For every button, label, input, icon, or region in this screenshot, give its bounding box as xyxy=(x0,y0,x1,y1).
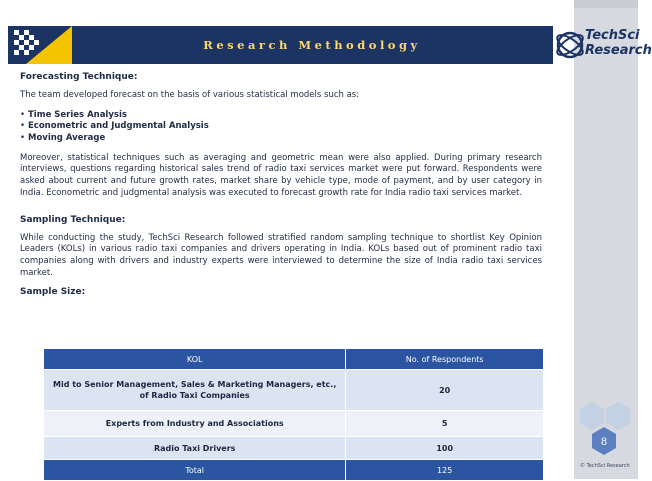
copyright-text: © TechSci Research xyxy=(580,463,630,469)
page-title: Research Methodology xyxy=(203,38,421,52)
table-header-row xyxy=(44,349,544,370)
bullet-item: • Econometric and Judgmental Analysis xyxy=(20,121,542,132)
logo-text xyxy=(585,28,652,58)
count-cell: 100 xyxy=(346,437,544,460)
total-label-cell: Total xyxy=(44,460,346,481)
sampling-heading: Sampling Technique: xyxy=(20,215,126,226)
table-row xyxy=(44,370,544,411)
sample-size-table xyxy=(43,348,544,481)
column-header-respondents: No. of Respondents xyxy=(346,349,544,370)
sample-size-heading: Sample Size: xyxy=(20,287,86,298)
globe-logo-icon xyxy=(553,28,587,62)
title-bar xyxy=(72,26,552,64)
kol-cell: Mid to Senior Management, Sales & Marketing Managers, etc., of Radio Taxi Companies xyxy=(44,370,346,411)
column-header-kol: KOL xyxy=(44,349,346,370)
table-total-row xyxy=(44,460,544,481)
total-count-cell: 125 xyxy=(346,460,544,481)
kol-cell: Radio Taxi Drivers xyxy=(44,437,346,460)
techsci-logo xyxy=(551,24,652,68)
sidebar-top-stripe xyxy=(574,0,638,8)
forecasting-paragraph: Moreover, statistical techniques such as averaging and geometric mean were also applied. During primary research interviews, questions regarding historical sales trend of radio taxi services market were put forward. Respondents were asked about current and future growth rates, market share by vehicle type, mode of payment, and by user category in India. Econometric and judgmental analysis was executed to forecast growth rate for India radio taxi services market. xyxy=(20,152,542,198)
count-cell: 5 xyxy=(346,411,544,437)
forecasting-heading: Forecasting Technique: xyxy=(20,72,138,82)
page-number: 8 xyxy=(600,437,608,448)
hexagon-decoration xyxy=(570,400,638,462)
bullet-item: • Time Series Analysis xyxy=(20,110,542,121)
logo-line-1: TechSci xyxy=(585,28,640,43)
kol-cell: Experts from Industry and Associations xyxy=(44,411,346,437)
logo-line-2: Research xyxy=(585,43,652,58)
header xyxy=(0,0,574,64)
checkered-flag-icon xyxy=(8,26,72,64)
table-row xyxy=(44,411,544,437)
bullet-item: • Moving Average xyxy=(20,133,542,144)
main-content xyxy=(20,72,542,305)
forecasting-intro: The team developed forecast on the basis of various statistical models such as: xyxy=(20,89,360,100)
count-cell: 20 xyxy=(346,370,544,411)
sampling-paragraph: While conducting the study, TechSci Research followed stratified random sampling technique to shortlist Key Opinion Leaders (KOLs) in various radio taxi companies and drivers operating in India. KOLs based out of prominent radio taxi companies along with drivers and industry experts were interviewed to determine the size of India radio taxi services market. xyxy=(20,232,542,278)
table-row xyxy=(44,437,544,460)
forecasting-bullet-list xyxy=(20,110,542,144)
